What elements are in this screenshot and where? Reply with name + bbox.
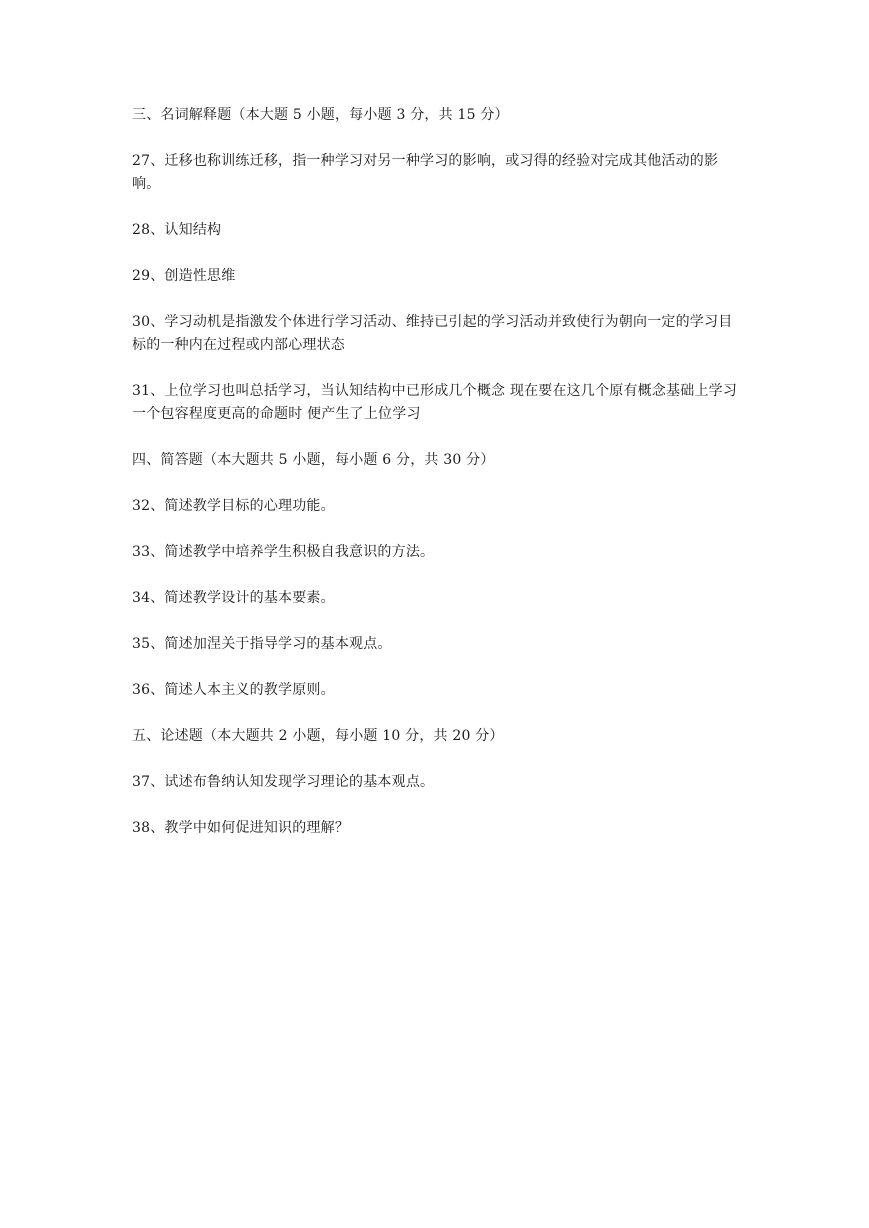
question-30: 30、学习动机是指激发个体进行学习活动、维持已引起的学习活动并致使行为朝向一定的学习目标的一种内在过程或内部心理状态: [132, 314, 733, 353]
section-heading-3: 三、名词解释题（本大题 5 小题，每小题 3 分，共 15 分）: [132, 107, 509, 123]
question-28: 28、认知结构: [132, 222, 222, 238]
question-27: 27、迁移也称训练迁移，指一种学习对另一种学习的影响，或习得的经验对完成其他活动的影响。: [132, 153, 719, 192]
question-36: 36、简述人本主义的教学原则。: [132, 682, 335, 698]
question-34: 34、简述教学设计的基本要素。: [132, 590, 335, 606]
question-33: 33、简述教学中培养学生积极自我意识的方法。: [132, 544, 435, 560]
question-29: 29、创造性思维: [132, 268, 236, 284]
question-37: 37、试述布鲁纳认知发现学习理论的基本观点。: [132, 774, 435, 790]
question-35: 35、简述加涅关于指导学习的基本观点。: [132, 636, 392, 652]
question-38: 38、教学中如何促进知识的理解？: [132, 820, 350, 836]
document-body: [132, 104, 742, 840]
section-heading-5: 五、论述题（本大题共 2 小题，每小题 10 分，共 20 分）: [132, 728, 504, 744]
section-heading-4: 四、简答题（本大题共 5 小题，每小题 6 分，共 30 分）: [132, 452, 495, 468]
question-31: 31、上位学习也叫总括学习，当认知结构中已形成几个概念 现在要在这几个原有概念基础上学习一个包容程度更高的命题时 便产生了上位学习: [132, 383, 738, 422]
question-32: 32、简述教学目标的心理功能。: [132, 498, 335, 514]
